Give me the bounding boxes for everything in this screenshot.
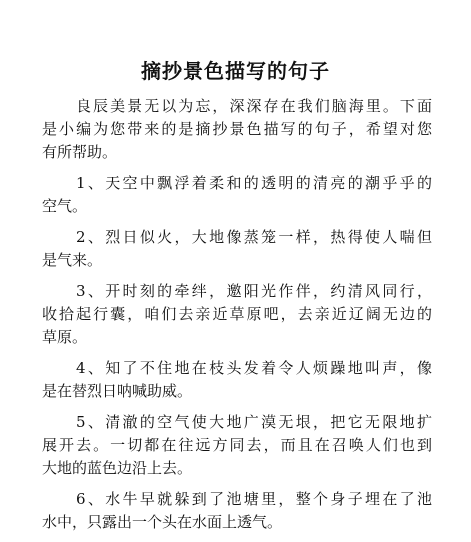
- text-line: 是气来。: [42, 251, 103, 269]
- text-line: 水中，只露出一个头在水面上透气。: [42, 513, 283, 531]
- paragraph-intro: [42, 95, 432, 164]
- paragraph-item-5: [42, 411, 432, 480]
- text-line: 大地的蓝色边沿上去。: [42, 459, 193, 477]
- paragraph-item-1: [42, 172, 432, 218]
- text-line: 2、烈日似火，大地像蒸笼一样，热得使人喘但: [76, 228, 432, 246]
- text-line: 草原。: [42, 328, 88, 346]
- text-line: 有所帮助。: [42, 143, 118, 161]
- text-line: 4、知了不住地在枝头发着令人烦躁地叫声，像: [76, 359, 432, 377]
- paragraph-item-4: [42, 357, 432, 403]
- document-title: 摘抄景色描写的句子: [141, 59, 330, 83]
- text-line: 1、天空中飘浮着柔和的透明的清亮的潮乎乎的: [76, 174, 432, 192]
- text-line: 空气。: [42, 197, 88, 215]
- text-line: 收拾起行囊，咱们去亲近草原吧，去亲近辽阔无边的: [42, 305, 432, 323]
- text-line: 3、开时刻的牵绊，邀阳光作伴，约清风同行，: [76, 282, 432, 300]
- document-body: [42, 95, 432, 542]
- text-line: 6、水牛早就躲到了池塘里，整个身子埋在了池: [76, 490, 432, 508]
- text-line: 是小编为您带来的是摘抄景色描写的句子，希望对您: [42, 120, 432, 138]
- text-line: 5、清澈的空气使大地广漠无垠，把它无限地扩: [76, 413, 432, 431]
- paragraph-item-3: [42, 280, 432, 349]
- paragraph-item-2: [42, 226, 432, 272]
- text-line: 是在替烈日呐喊助威。: [42, 382, 193, 400]
- paragraph-item-6: [42, 488, 432, 534]
- text-line: 良辰美景无以为忘，深深存在我们脑海里。下面: [76, 97, 432, 115]
- text-line: 展开去。一切都在往远方同去，而且在召唤人们也到: [42, 436, 432, 454]
